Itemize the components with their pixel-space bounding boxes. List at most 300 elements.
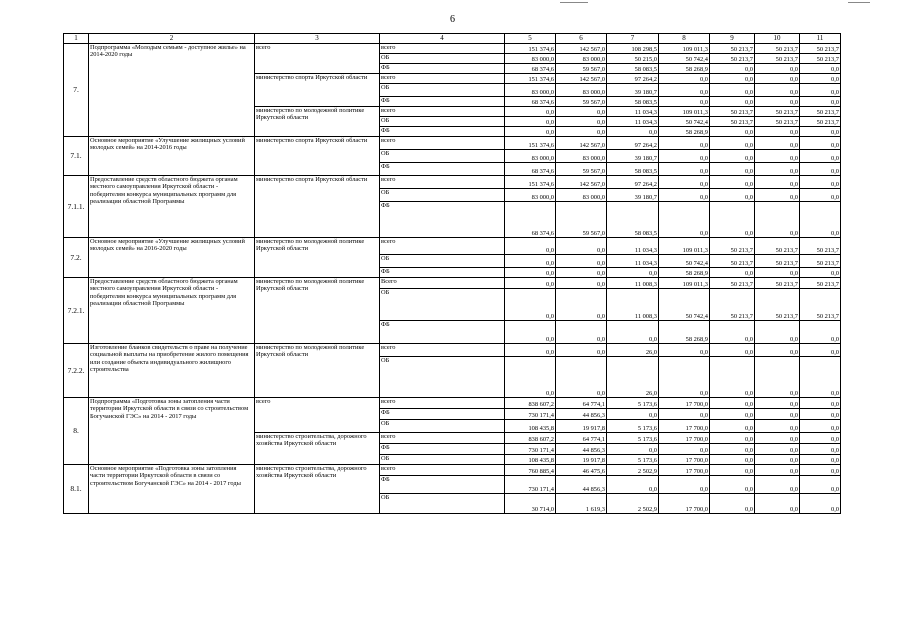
funding-source-cell: ОБ bbox=[380, 150, 505, 163]
row-number: 7. bbox=[64, 44, 89, 137]
value-cell: 50 213,7 bbox=[755, 117, 800, 127]
funding-source-cell: ОБ bbox=[380, 420, 505, 433]
value-cell: 0,0 bbox=[800, 127, 841, 137]
value-cell: 0,0 bbox=[556, 278, 607, 289]
value-cell: 58 268,9 bbox=[659, 268, 710, 278]
executor-cell: министерство строительства, дорожного хозяйства Иркутской области bbox=[255, 465, 380, 514]
value-cell: 0,0 bbox=[800, 74, 841, 84]
value-cell: 0,0 bbox=[710, 127, 755, 137]
value-cell: 50 213,7 bbox=[710, 278, 755, 289]
value-cell: 50 742,4 bbox=[659, 117, 710, 127]
value-cell: 0,0 bbox=[607, 444, 659, 455]
budget-table bbox=[63, 33, 841, 514]
value-cell: 19 917,8 bbox=[556, 420, 607, 433]
value-cell: 58 268,9 bbox=[659, 321, 710, 344]
value-cell: 0,0 bbox=[755, 357, 800, 398]
header-cell: 11 bbox=[800, 34, 841, 44]
value-cell: 730 171,4 bbox=[505, 409, 556, 420]
value-cell: 0,0 bbox=[556, 238, 607, 255]
header-cell: 3 bbox=[255, 34, 380, 44]
funding-source-cell: всего bbox=[380, 398, 505, 409]
value-cell: 0,0 bbox=[710, 465, 755, 476]
value-cell: 50 213,7 bbox=[755, 107, 800, 117]
value-cell: 0,0 bbox=[800, 137, 841, 150]
value-cell: 0,0 bbox=[755, 64, 800, 74]
value-cell: 0,0 bbox=[710, 268, 755, 278]
funding-source-cell: ОБ bbox=[380, 255, 505, 268]
value-cell: 0,0 bbox=[800, 268, 841, 278]
value-cell: 142 567,0 bbox=[556, 44, 607, 54]
value-cell: 50 213,7 bbox=[710, 289, 755, 321]
value-cell: 2 502,9 bbox=[607, 465, 659, 476]
value-cell: 142 567,0 bbox=[556, 137, 607, 150]
executor-cell: министерство по молодежной политике Иркутской области bbox=[255, 278, 380, 344]
header-row bbox=[64, 34, 841, 44]
value-cell: 838 607,2 bbox=[505, 398, 556, 409]
value-cell: 0,0 bbox=[800, 398, 841, 409]
scan-artifact-line bbox=[848, 2, 870, 3]
funding-source-cell: всего bbox=[380, 238, 505, 255]
value-cell: 0,0 bbox=[755, 344, 800, 357]
value-cell: 0,0 bbox=[556, 127, 607, 137]
value-cell: 11 034,3 bbox=[607, 107, 659, 117]
value-cell: 0,0 bbox=[710, 455, 755, 465]
value-cell: 1 619,3 bbox=[556, 494, 607, 514]
header-cell: 2 bbox=[89, 34, 255, 44]
value-cell: 44 856,3 bbox=[556, 409, 607, 420]
measure-description: Основное мероприятие «Подготовка зоны затопления части территории Иркутской области в связи со строительством Богучанской ГЭС» на 2014 - 2017 годы bbox=[89, 465, 255, 514]
value-cell: 58 268,9 bbox=[659, 64, 710, 74]
value-cell: 0,0 bbox=[659, 344, 710, 357]
table-row bbox=[64, 137, 841, 150]
measure-description: Предоставление средств областного бюджета органам местного самоуправления Иркутской области - победителям конкурса муниципальных программ для реализации областной Программы bbox=[89, 176, 255, 238]
value-cell: 0,0 bbox=[755, 176, 800, 189]
funding-source-cell: ОБ bbox=[380, 84, 505, 97]
value-cell: 0,0 bbox=[556, 289, 607, 321]
value-cell: 30 714,0 bbox=[505, 494, 556, 514]
header-cell: 4 bbox=[380, 34, 505, 44]
value-cell: 0,0 bbox=[710, 420, 755, 433]
value-cell: 0,0 bbox=[755, 398, 800, 409]
value-cell: 0,0 bbox=[607, 321, 659, 344]
value-cell: 0,0 bbox=[800, 465, 841, 476]
value-cell: 83 000,0 bbox=[556, 84, 607, 97]
value-cell: 0,0 bbox=[505, 107, 556, 117]
executor-cell: министерство строительства, дорожного хозяйства Иркутской области bbox=[255, 433, 380, 465]
value-cell: 0,0 bbox=[800, 189, 841, 202]
value-cell: 0,0 bbox=[659, 176, 710, 189]
value-cell: 0,0 bbox=[505, 117, 556, 127]
value-cell: 0,0 bbox=[505, 255, 556, 268]
value-cell: 151 374,6 bbox=[505, 176, 556, 189]
funding-source-cell: всего bbox=[380, 176, 505, 189]
value-cell: 5 173,6 bbox=[607, 420, 659, 433]
value-cell: 17 700,0 bbox=[659, 455, 710, 465]
header-cell: 9 bbox=[710, 34, 755, 44]
table-row bbox=[64, 278, 841, 289]
funding-source-cell: ОБ bbox=[380, 189, 505, 202]
value-cell: 0,0 bbox=[710, 344, 755, 357]
value-cell: 0,0 bbox=[755, 189, 800, 202]
value-cell: 0,0 bbox=[755, 465, 800, 476]
value-cell: 5 173,6 bbox=[607, 433, 659, 444]
header-cell: 8 bbox=[659, 34, 710, 44]
executor-cell: министерство спорта Иркутской области bbox=[255, 137, 380, 176]
value-cell: 0,0 bbox=[659, 202, 710, 238]
value-cell: 83 000,0 bbox=[505, 189, 556, 202]
value-cell: 0,0 bbox=[505, 127, 556, 137]
funding-source-cell: ФБ bbox=[380, 64, 505, 74]
value-cell: 0,0 bbox=[710, 202, 755, 238]
funding-source-cell: ФБ bbox=[380, 409, 505, 420]
value-cell: 0,0 bbox=[800, 444, 841, 455]
value-cell: 50 213,7 bbox=[755, 44, 800, 54]
value-cell: 50 213,7 bbox=[755, 278, 800, 289]
value-cell: 0,0 bbox=[755, 444, 800, 455]
value-cell: 109 011,3 bbox=[659, 238, 710, 255]
value-cell: 0,0 bbox=[505, 344, 556, 357]
value-cell: 0,0 bbox=[710, 321, 755, 344]
funding-source-cell: ОБ bbox=[380, 455, 505, 465]
table-row bbox=[64, 344, 841, 357]
value-cell: 68 374,6 bbox=[505, 64, 556, 74]
value-cell: 0,0 bbox=[755, 97, 800, 107]
funding-source-cell: всего bbox=[380, 107, 505, 117]
table-body bbox=[64, 34, 841, 514]
value-cell: 50 213,7 bbox=[710, 238, 755, 255]
funding-source-cell: ФБ bbox=[380, 444, 505, 455]
value-cell: 0,0 bbox=[659, 150, 710, 163]
value-cell: 0,0 bbox=[607, 476, 659, 494]
funding-source-cell: ОБ bbox=[380, 357, 505, 398]
value-cell: 19 917,8 bbox=[556, 455, 607, 465]
value-cell: 83 000,0 bbox=[505, 54, 556, 64]
value-cell: 151 374,6 bbox=[505, 44, 556, 54]
measure-description: Предоставление средств областного бюджета органам местного самоуправления Иркутской области - победителям конкурса муниципальных программ для реализации областной Программы bbox=[89, 278, 255, 344]
value-cell: 109 011,3 bbox=[659, 44, 710, 54]
value-cell: 0,0 bbox=[659, 357, 710, 398]
funding-source-cell: ОБ bbox=[380, 117, 505, 127]
value-cell: 50 213,7 bbox=[710, 54, 755, 64]
value-cell: 58 083,5 bbox=[607, 64, 659, 74]
value-cell: 0,0 bbox=[556, 268, 607, 278]
table-row bbox=[64, 398, 841, 409]
value-cell: 0,0 bbox=[710, 357, 755, 398]
value-cell: 0,0 bbox=[800, 64, 841, 74]
value-cell: 83 000,0 bbox=[556, 150, 607, 163]
funding-source-cell: ОБ bbox=[380, 494, 505, 514]
value-cell: 39 180,7 bbox=[607, 189, 659, 202]
value-cell: 11 034,3 bbox=[607, 238, 659, 255]
value-cell: 0,0 bbox=[800, 433, 841, 444]
value-cell: 730 171,4 bbox=[505, 444, 556, 455]
value-cell: 0,0 bbox=[505, 289, 556, 321]
value-cell: 50 742,4 bbox=[659, 289, 710, 321]
value-cell: 97 264,2 bbox=[607, 176, 659, 189]
value-cell: 2 502,9 bbox=[607, 494, 659, 514]
funding-source-cell: ФБ bbox=[380, 268, 505, 278]
value-cell: 0,0 bbox=[659, 189, 710, 202]
funding-source-cell: ОБ bbox=[380, 289, 505, 321]
value-cell: 44 856,3 bbox=[556, 444, 607, 455]
value-cell: 0,0 bbox=[800, 344, 841, 357]
value-cell: 151 374,6 bbox=[505, 137, 556, 150]
funding-source-cell: ФБ bbox=[380, 97, 505, 107]
value-cell: 50 213,7 bbox=[800, 117, 841, 127]
value-cell: 0,0 bbox=[505, 357, 556, 398]
value-cell: 0,0 bbox=[556, 321, 607, 344]
value-cell: 0,0 bbox=[800, 494, 841, 514]
value-cell: 0,0 bbox=[755, 433, 800, 444]
value-cell: 0,0 bbox=[556, 107, 607, 117]
value-cell: 50 213,7 bbox=[710, 107, 755, 117]
value-cell: 50 213,7 bbox=[710, 44, 755, 54]
value-cell: 0,0 bbox=[800, 150, 841, 163]
value-cell: 0,0 bbox=[659, 476, 710, 494]
row-number: 7.2.1. bbox=[64, 278, 89, 344]
value-cell: 0,0 bbox=[755, 494, 800, 514]
value-cell: 50 213,7 bbox=[800, 238, 841, 255]
value-cell: 83 000,0 bbox=[556, 54, 607, 64]
value-cell: 59 567,0 bbox=[556, 163, 607, 176]
header-cell: 10 bbox=[755, 34, 800, 44]
value-cell: 97 264,2 bbox=[607, 74, 659, 84]
value-cell: 58 083,5 bbox=[607, 163, 659, 176]
value-cell: 59 567,0 bbox=[556, 97, 607, 107]
value-cell: 0,0 bbox=[556, 357, 607, 398]
value-cell: 11 008,3 bbox=[607, 278, 659, 289]
value-cell: 0,0 bbox=[755, 163, 800, 176]
value-cell: 0,0 bbox=[710, 64, 755, 74]
value-cell: 50 213,7 bbox=[755, 238, 800, 255]
executor-cell: министерство спорта Иркутской области bbox=[255, 74, 380, 107]
value-cell: 50 213,7 bbox=[755, 289, 800, 321]
value-cell: 26,0 bbox=[607, 344, 659, 357]
value-cell: 0,0 bbox=[710, 444, 755, 455]
value-cell: 64 774,1 bbox=[556, 433, 607, 444]
value-cell: 11 008,3 bbox=[607, 289, 659, 321]
value-cell: 59 567,0 bbox=[556, 202, 607, 238]
value-cell: 0,0 bbox=[755, 74, 800, 84]
value-cell: 0,0 bbox=[556, 255, 607, 268]
value-cell: 0,0 bbox=[607, 268, 659, 278]
header-cell: 1 bbox=[64, 34, 89, 44]
value-cell: 39 180,7 bbox=[607, 150, 659, 163]
value-cell: 0,0 bbox=[710, 398, 755, 409]
value-cell: 50 742,4 bbox=[659, 54, 710, 64]
value-cell: 39 180,7 bbox=[607, 84, 659, 97]
value-cell: 17 700,0 bbox=[659, 420, 710, 433]
row-number: 8.1. bbox=[64, 465, 89, 514]
value-cell: 109 011,3 bbox=[659, 107, 710, 117]
value-cell: 17 700,0 bbox=[659, 465, 710, 476]
value-cell: 50 213,7 bbox=[800, 289, 841, 321]
value-cell: 0,0 bbox=[710, 409, 755, 420]
value-cell: 0,0 bbox=[800, 84, 841, 97]
value-cell: 0,0 bbox=[710, 176, 755, 189]
value-cell: 109 011,3 bbox=[659, 278, 710, 289]
measure-description: Подпрограмма «Подготовка зоны затопления части территории Иркутской области в связи со строительством Богучанской ГЭС» на 2014 - 2017 годы bbox=[89, 398, 255, 465]
value-cell: 0,0 bbox=[800, 357, 841, 398]
value-cell: 0,0 bbox=[755, 127, 800, 137]
value-cell: 0,0 bbox=[659, 97, 710, 107]
value-cell: 0,0 bbox=[710, 137, 755, 150]
value-cell: 151 374,6 bbox=[505, 74, 556, 84]
value-cell: 50 215,0 bbox=[607, 54, 659, 64]
value-cell: 0,0 bbox=[800, 163, 841, 176]
row-number: 8. bbox=[64, 398, 89, 465]
value-cell: 0,0 bbox=[710, 97, 755, 107]
funding-source-cell: всего bbox=[380, 465, 505, 476]
row-number: 7.2.2. bbox=[64, 344, 89, 398]
funding-source-cell: всего bbox=[380, 344, 505, 357]
value-cell: 0,0 bbox=[755, 321, 800, 344]
funding-source-cell: всего bbox=[380, 44, 505, 54]
row-number: 7.1. bbox=[64, 137, 89, 176]
executor-cell: министерство по молодежной политике Иркутской области bbox=[255, 107, 380, 137]
table-row bbox=[64, 238, 841, 255]
value-cell: 0,0 bbox=[710, 189, 755, 202]
executor-cell: министерство по молодежной политике Иркутской области bbox=[255, 344, 380, 398]
value-cell: 108 298,5 bbox=[607, 44, 659, 54]
value-cell: 0,0 bbox=[710, 433, 755, 444]
value-cell: 97 264,2 bbox=[607, 137, 659, 150]
value-cell: 0,0 bbox=[710, 74, 755, 84]
value-cell: 11 034,3 bbox=[607, 117, 659, 127]
executor-cell: министерство спорта Иркутской области bbox=[255, 176, 380, 238]
funding-source-cell: ФБ bbox=[380, 163, 505, 176]
value-cell: 58 083,5 bbox=[607, 97, 659, 107]
value-cell: 50 213,7 bbox=[800, 107, 841, 117]
value-cell: 0,0 bbox=[710, 150, 755, 163]
funding-source-cell: Всего bbox=[380, 278, 505, 289]
funding-source-cell: всего bbox=[380, 74, 505, 84]
value-cell: 50 213,7 bbox=[800, 44, 841, 54]
value-cell: 44 856,3 bbox=[556, 476, 607, 494]
funding-source-cell: ФБ bbox=[380, 476, 505, 494]
value-cell: 0,0 bbox=[800, 97, 841, 107]
value-cell: 50 213,7 bbox=[710, 117, 755, 127]
value-cell: 0,0 bbox=[710, 494, 755, 514]
value-cell: 83 000,0 bbox=[556, 189, 607, 202]
value-cell: 0,0 bbox=[755, 409, 800, 420]
measure-description: Изготовление бланков свидетельств о праве на получение социальной выплаты на приобретение жилого помещения или создание объекта индивидуального жилищного строительства bbox=[89, 344, 255, 398]
value-cell: 17 700,0 bbox=[659, 494, 710, 514]
value-cell: 0,0 bbox=[755, 455, 800, 465]
value-cell: 0,0 bbox=[505, 268, 556, 278]
executor-cell: всего bbox=[255, 44, 380, 74]
header-cell: 5 bbox=[505, 34, 556, 44]
value-cell: 50 742,4 bbox=[659, 255, 710, 268]
executor-cell: министерство по молодежной политике Иркутской области bbox=[255, 238, 380, 278]
funding-source-cell: ФБ bbox=[380, 321, 505, 344]
value-cell: 0,0 bbox=[659, 409, 710, 420]
page-number: 6 bbox=[450, 14, 455, 25]
value-cell: 0,0 bbox=[755, 420, 800, 433]
value-cell: 26,0 bbox=[607, 357, 659, 398]
value-cell: 0,0 bbox=[800, 321, 841, 344]
value-cell: 50 213,7 bbox=[800, 255, 841, 268]
measure-description: Основное мероприятие «Улучшение жилищных условий молодых семей» на 2014-2016 годы bbox=[89, 137, 255, 176]
value-cell: 0,0 bbox=[755, 150, 800, 163]
value-cell: 5 173,6 bbox=[607, 398, 659, 409]
value-cell: 0,0 bbox=[505, 238, 556, 255]
row-number: 7.2. bbox=[64, 238, 89, 278]
value-cell: 0,0 bbox=[800, 409, 841, 420]
value-cell: 68 374,6 bbox=[505, 97, 556, 107]
value-cell: 142 567,0 bbox=[556, 176, 607, 189]
value-cell: 0,0 bbox=[710, 476, 755, 494]
value-cell: 17 700,0 bbox=[659, 398, 710, 409]
value-cell: 50 213,7 bbox=[755, 255, 800, 268]
value-cell: 0,0 bbox=[755, 84, 800, 97]
funding-source-cell: ФБ bbox=[380, 127, 505, 137]
value-cell: 50 213,7 bbox=[800, 54, 841, 64]
value-cell: 0,0 bbox=[659, 163, 710, 176]
value-cell: 0,0 bbox=[800, 455, 841, 465]
value-cell: 0,0 bbox=[755, 268, 800, 278]
header-cell: 7 bbox=[607, 34, 659, 44]
value-cell: 0,0 bbox=[710, 84, 755, 97]
value-cell: 108 435,8 bbox=[505, 420, 556, 433]
value-cell: 0,0 bbox=[710, 163, 755, 176]
value-cell: 0,0 bbox=[755, 137, 800, 150]
value-cell: 58 268,9 bbox=[659, 127, 710, 137]
table-row bbox=[64, 44, 841, 54]
value-cell: 68 374,6 bbox=[505, 202, 556, 238]
value-cell: 0,0 bbox=[505, 321, 556, 344]
value-cell: 0,0 bbox=[607, 127, 659, 137]
executor-cell: всего bbox=[255, 398, 380, 433]
value-cell: 0,0 bbox=[800, 176, 841, 189]
row-number: 7.1.1. bbox=[64, 176, 89, 238]
value-cell: 0,0 bbox=[800, 420, 841, 433]
value-cell: 730 171,4 bbox=[505, 476, 556, 494]
value-cell: 50 213,7 bbox=[755, 54, 800, 64]
value-cell: 11 034,3 bbox=[607, 255, 659, 268]
value-cell: 0,0 bbox=[505, 278, 556, 289]
value-cell: 50 213,7 bbox=[800, 278, 841, 289]
funding-source-cell: ФБ bbox=[380, 202, 505, 238]
value-cell: 838 607,2 bbox=[505, 433, 556, 444]
measure-description: Основное мероприятие «Улучшение жилищных условий молодых семей» на 2016-2020 годы bbox=[89, 238, 255, 278]
value-cell: 0,0 bbox=[800, 202, 841, 238]
value-cell: 108 435,8 bbox=[505, 455, 556, 465]
value-cell: 0,0 bbox=[755, 476, 800, 494]
scan-artifact-line bbox=[560, 2, 588, 3]
table-row bbox=[64, 465, 841, 476]
value-cell: 17 700,0 bbox=[659, 433, 710, 444]
table-row bbox=[64, 176, 841, 189]
value-cell: 83 000,0 bbox=[505, 84, 556, 97]
value-cell: 0,0 bbox=[659, 137, 710, 150]
value-cell: 0,0 bbox=[556, 344, 607, 357]
value-cell: 5 173,6 bbox=[607, 455, 659, 465]
value-cell: 58 083,5 bbox=[607, 202, 659, 238]
value-cell: 0,0 bbox=[755, 202, 800, 238]
value-cell: 0,0 bbox=[659, 84, 710, 97]
funding-source-cell: всего bbox=[380, 433, 505, 444]
value-cell: 142 567,0 bbox=[556, 74, 607, 84]
header-cell: 6 bbox=[556, 34, 607, 44]
value-cell: 64 774,1 bbox=[556, 398, 607, 409]
value-cell: 68 374,6 bbox=[505, 163, 556, 176]
value-cell: 59 567,0 bbox=[556, 64, 607, 74]
value-cell: 83 000,0 bbox=[505, 150, 556, 163]
value-cell: 0,0 bbox=[659, 444, 710, 455]
value-cell: 0,0 bbox=[800, 476, 841, 494]
value-cell: 760 885,4 bbox=[505, 465, 556, 476]
